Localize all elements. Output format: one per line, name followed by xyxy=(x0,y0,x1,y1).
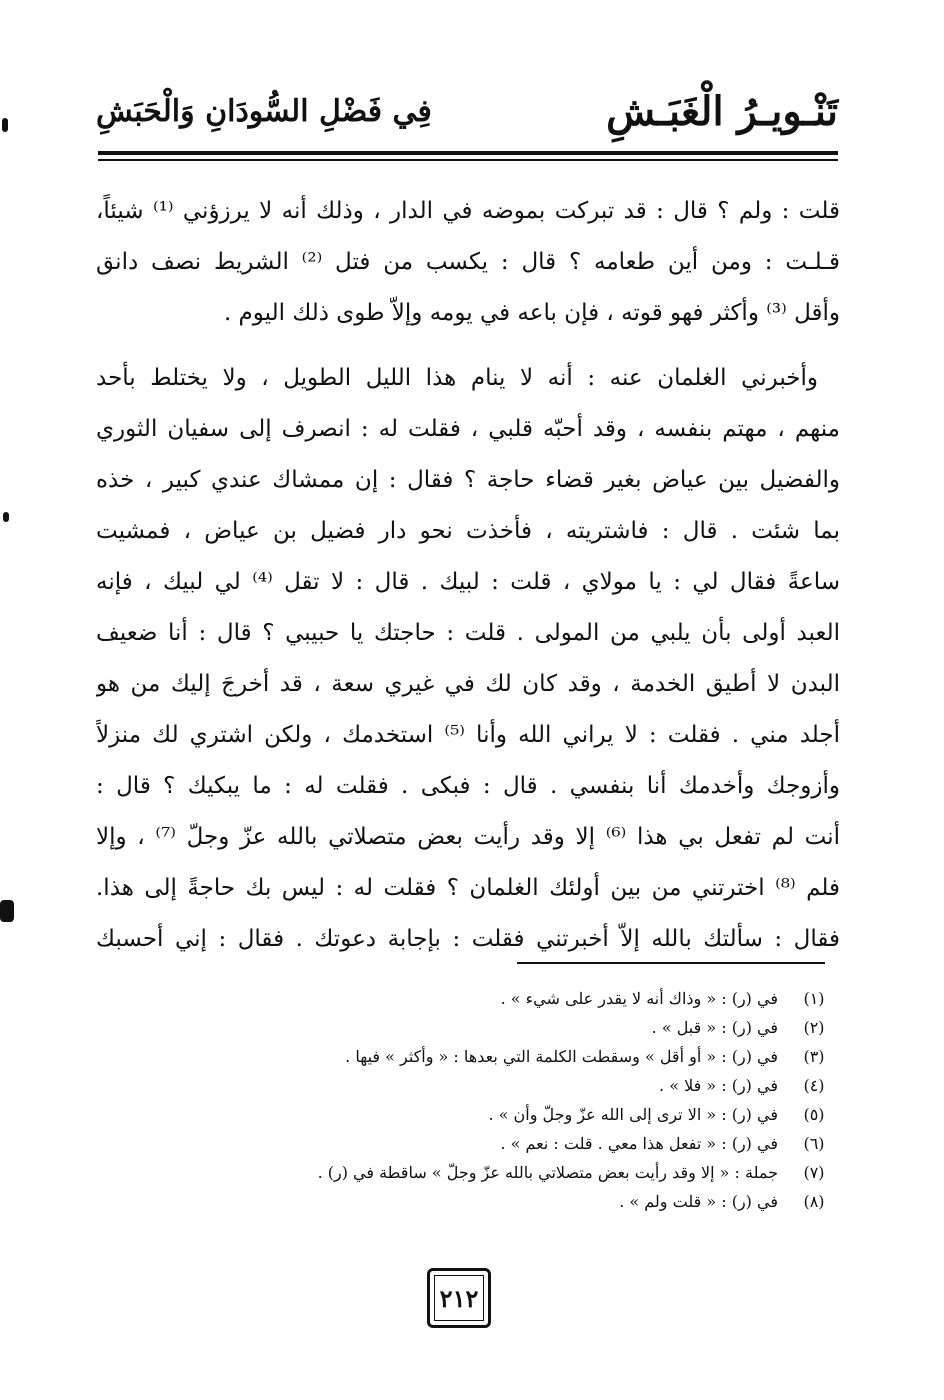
text-line: فقال : سألتك بالله إلاّ أخبرتني فقلت : بإجابة دعوتك . فقال : إني أحسبك xyxy=(96,926,840,952)
margin-mark xyxy=(3,512,9,522)
page-number: ٢١٢ xyxy=(439,1283,479,1313)
footnote-number: (٦) xyxy=(803,1134,825,1153)
text-line: وأقل ⁽³⁾ وأكثر فهو قوته ، فإن باعه في يومه وإلاّ طوى ذلك اليوم . xyxy=(223,300,840,326)
paragraph xyxy=(96,186,840,339)
margin-mark xyxy=(2,118,8,132)
footnote-text: في (ر) : « قلت ولم » . xyxy=(619,1192,778,1211)
footnote-number: (٢) xyxy=(803,1018,825,1037)
footnote-text: في (ر) : « أو أقل » وسقطت الكلمة التي بعدها : « وأكثر » فيها . xyxy=(345,1047,778,1066)
header-rule-thick xyxy=(98,151,838,155)
text-line: بما شئت . قال : فاشتريته ، فأخذت نحو دار فضيل بن عياض ، فمشيت xyxy=(96,518,840,544)
text-line: ساعةً فقال لي : يا مولاي ، قلت : لبيك . قال : لا تقل ⁽⁴⁾ لي لبيك ، فإنه xyxy=(96,569,840,595)
running-header xyxy=(92,82,838,148)
book-subtitle: فِي فَضْلِ السُّودَانِ وَالْحَبَشِ xyxy=(96,94,432,129)
text-line: البدن لا أطيق الخدمة ، وقد كان لك في غيري سعة ، قد أخرجَ إليك من هو xyxy=(96,671,840,697)
footnote-text: جملة : « إلا وقد رأيت بعض متصلاتي بالله عزّ وجلّ » ساقطة في (ر) . xyxy=(317,1163,778,1182)
text-line: والفضيل بين عياض بغير قضاء حاجة ؟ فقال : إن ممشاك عندي كبير ، خذه xyxy=(96,467,840,493)
main-text xyxy=(96,186,840,979)
text-line: وأخبرني الغلمان عنه : أنه لا ينام هذا الليل الطويل ، ولا يختلط بأحد xyxy=(96,365,818,391)
footnote-number: (٨) xyxy=(803,1192,825,1211)
text-line: منهم ، مهتم بنفسه ، وقد أحبّه قلبي ، فقلت له : انصرف إلى سفيان الثوري xyxy=(96,416,840,442)
footnote-separator xyxy=(517,962,825,964)
footnote-text: في (ر) : « فلا » . xyxy=(659,1076,778,1095)
footnote-number: (١) xyxy=(803,989,825,1008)
text-line: العبد أولى بأن يلبي من المولى . قلت : حاجتك يا حبيبي ؟ قال : أنا ضعيف xyxy=(96,620,840,646)
footnote-text: في (ر) : « الا ترى إلى الله عزّ وجلّ وأن » . xyxy=(488,1105,778,1124)
text-line: وأزوجك وأخدمك أنا بنفسي . قال : فبكى . فقلت له : ما يبكيك ؟ قال : xyxy=(96,773,840,799)
footnote xyxy=(200,1071,840,1100)
footnote-number: (٧) xyxy=(803,1163,825,1182)
footnote-number: (٣) xyxy=(803,1047,825,1066)
book-title: تَنْـويـرُ الْغَبَـشِ xyxy=(606,88,838,135)
footnote xyxy=(200,1100,840,1129)
footnote-text: في (ر) : « تفعل هذا معي . قلت : نعم » . xyxy=(500,1134,778,1153)
footnote xyxy=(200,1042,840,1071)
footnote xyxy=(200,1129,840,1158)
text-line: فلم ⁽⁸⁾ اخترتني من بين أولئك الغلمان ؟ فقلت له : ليس بك حاجةً إلى هذا. xyxy=(96,875,840,901)
footnote xyxy=(200,984,840,1013)
footnote-text: في (ر) : « وذاك أنه لا يقدر على شيء » . xyxy=(500,989,778,1008)
margin-mark xyxy=(0,900,14,922)
footnote xyxy=(200,1013,840,1042)
text-line: أنت لم تفعل بي هذا ⁽⁶⁾ إلا وقد رأيت بعض متصلاتي بالله عزّ وجلّ ⁽⁷⁾ ، وإلا xyxy=(96,824,840,850)
text-line: قلت : ولم ؟ قال : قد تبركت بموضه في الدار ، وذلك أنه لا يرزؤني ⁽¹⁾ شيئاً، xyxy=(96,198,840,224)
footnotes xyxy=(200,984,840,1216)
footnote-number: (٤) xyxy=(803,1076,825,1095)
footnote xyxy=(200,1187,840,1216)
header-rule-thin xyxy=(98,159,838,161)
paragraph xyxy=(96,353,840,965)
page-number-frame xyxy=(427,1268,491,1328)
footnote xyxy=(200,1158,840,1187)
footnote-number: (٥) xyxy=(803,1105,825,1124)
footnote-text: في (ر) : « قبل » . xyxy=(651,1018,778,1037)
text-line: أجلد مني . فقلت : لا يراني الله وأنا ⁽⁵⁾ استخدمك ، ولكن اشتري لك منزلاً xyxy=(96,722,840,748)
text-line: قـلـت : ومن أين طعامه ؟ قال : يكسب من فتل ⁽²⁾ الشريط نصف دانق xyxy=(96,249,840,275)
